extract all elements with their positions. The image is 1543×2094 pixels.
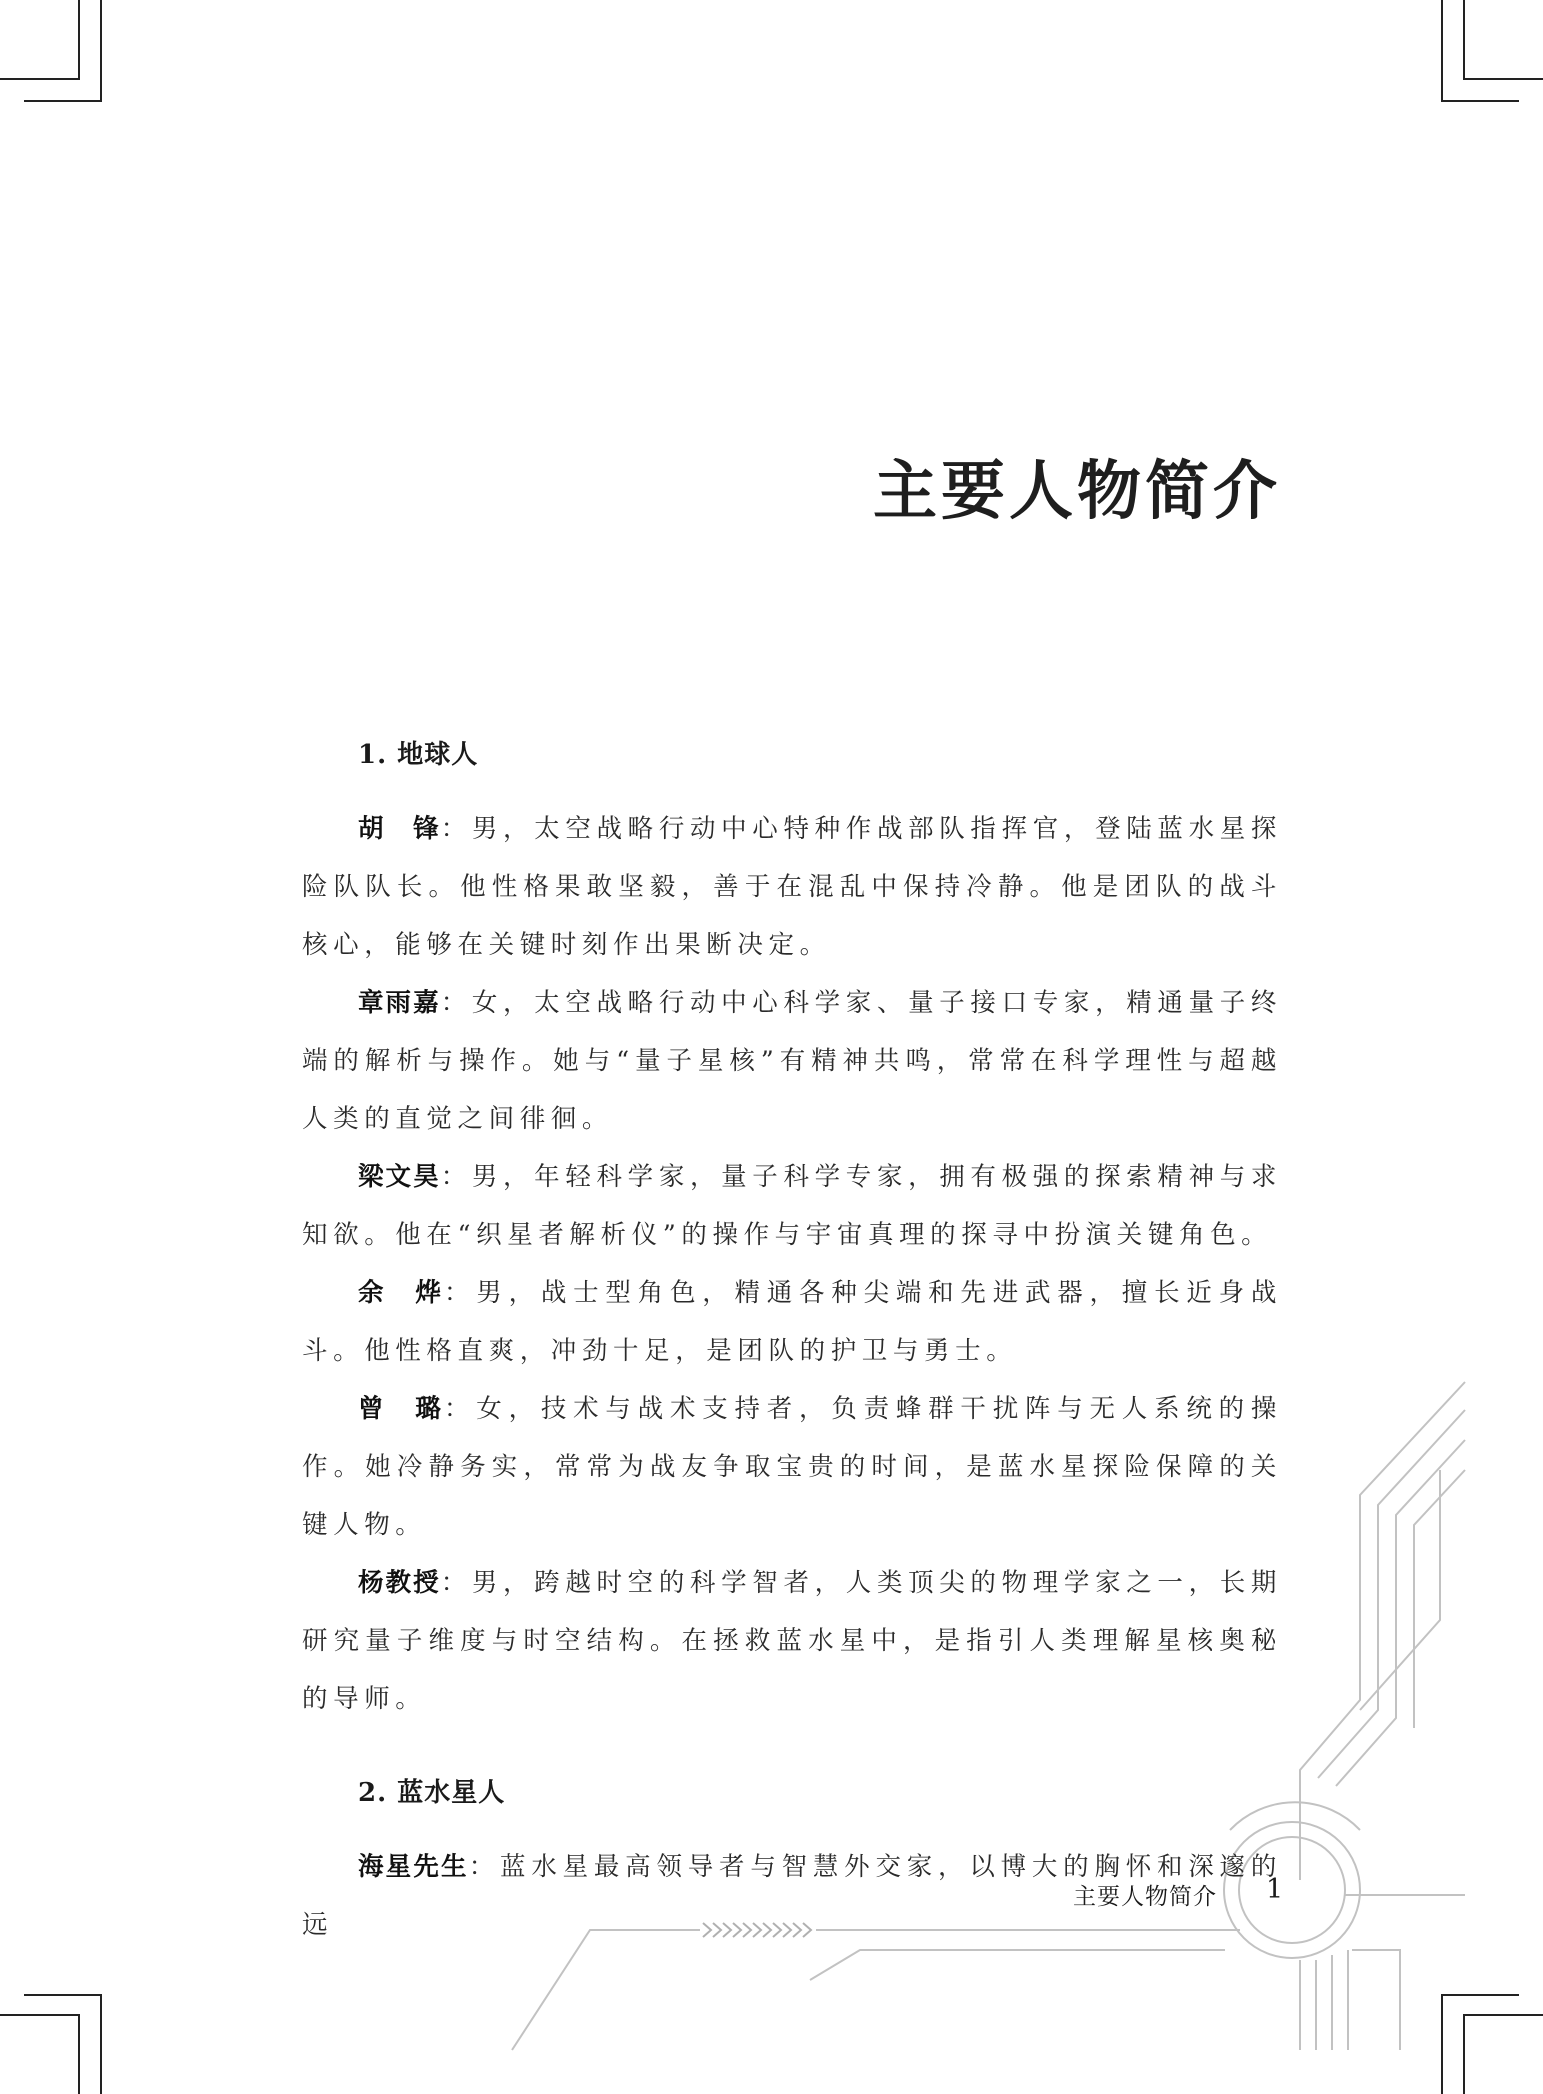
character-list bbox=[302, 730, 1282, 1954]
character-description: ：女，技术与战术支持者，负责蜂群干扰阵与无人系统的操作。她冷静务实，常常为战友争取宝贵的时间，是蓝水星探险保障的关键人物。 bbox=[302, 1394, 1282, 1540]
section-heading: 2. 蓝水星人 bbox=[358, 1778, 506, 1808]
page-number: 1 bbox=[1266, 1874, 1284, 1905]
running-footer: 主要人物简介 bbox=[1073, 1884, 1217, 1910]
character-description: ：男，太空战略行动中心特种作战部队指挥官，登陆蓝水星探险队队长。他性格果敢坚毅，善于在混乱中保持冷静。他是团队的战斗核心，能够在关键时刻作出果断决定。 bbox=[302, 814, 1282, 960]
character-description: ：女，太空战略行动中心科学家、量子接口专家，精通量子终端的解析与操作。她与“量子星核”有精神共鸣，常常在科学理性与超越人类的直觉之间徘徊。 bbox=[302, 988, 1282, 1134]
character-entry bbox=[302, 1380, 1282, 1554]
character-name: 曾 璐 bbox=[358, 1394, 445, 1424]
character-name: 余 烨 bbox=[358, 1278, 445, 1308]
character-name: 杨教授 bbox=[358, 1568, 441, 1598]
section-heading: 1. 地球人 bbox=[358, 740, 479, 770]
character-name: 海星先生 bbox=[358, 1852, 469, 1882]
character-description: ：男，战士型角色，精通各种尖端和先进武器，擅长近身战斗。他性格直爽，冲劲十足，是团队的护卫与勇士。 bbox=[302, 1278, 1282, 1366]
section-earthlings bbox=[302, 730, 1282, 1728]
character-entry bbox=[302, 1554, 1282, 1728]
character-entry bbox=[302, 800, 1282, 974]
character-description: ：男，年轻科学家，量子科学专家，拥有极强的探索精神与求知欲。他在“织星者解析仪”的操作与宇宙真理的探寻中扮演关键角色。 bbox=[302, 1162, 1282, 1250]
character-name: 胡 锋 bbox=[358, 814, 441, 844]
character-name: 梁文昊 bbox=[358, 1162, 441, 1192]
character-entry bbox=[302, 1148, 1282, 1264]
character-entry bbox=[302, 1264, 1282, 1380]
page-title: 主要人物简介 bbox=[873, 454, 1281, 529]
character-entry bbox=[302, 974, 1282, 1148]
character-description: ：男，跨越时空的科学智者，人类顶尖的物理学家之一，长期研究量子维度与时空结构。在拯救蓝水星中，是指引人类理解星核奥秘的导师。 bbox=[302, 1568, 1282, 1714]
character-name: 章雨嘉 bbox=[358, 988, 441, 1018]
section-blue-water-star-people bbox=[302, 1768, 1282, 1954]
character-description: ：蓝水星最高领导者与智慧外交家，以博大的胸怀和深邃的远 bbox=[302, 1852, 1282, 1940]
